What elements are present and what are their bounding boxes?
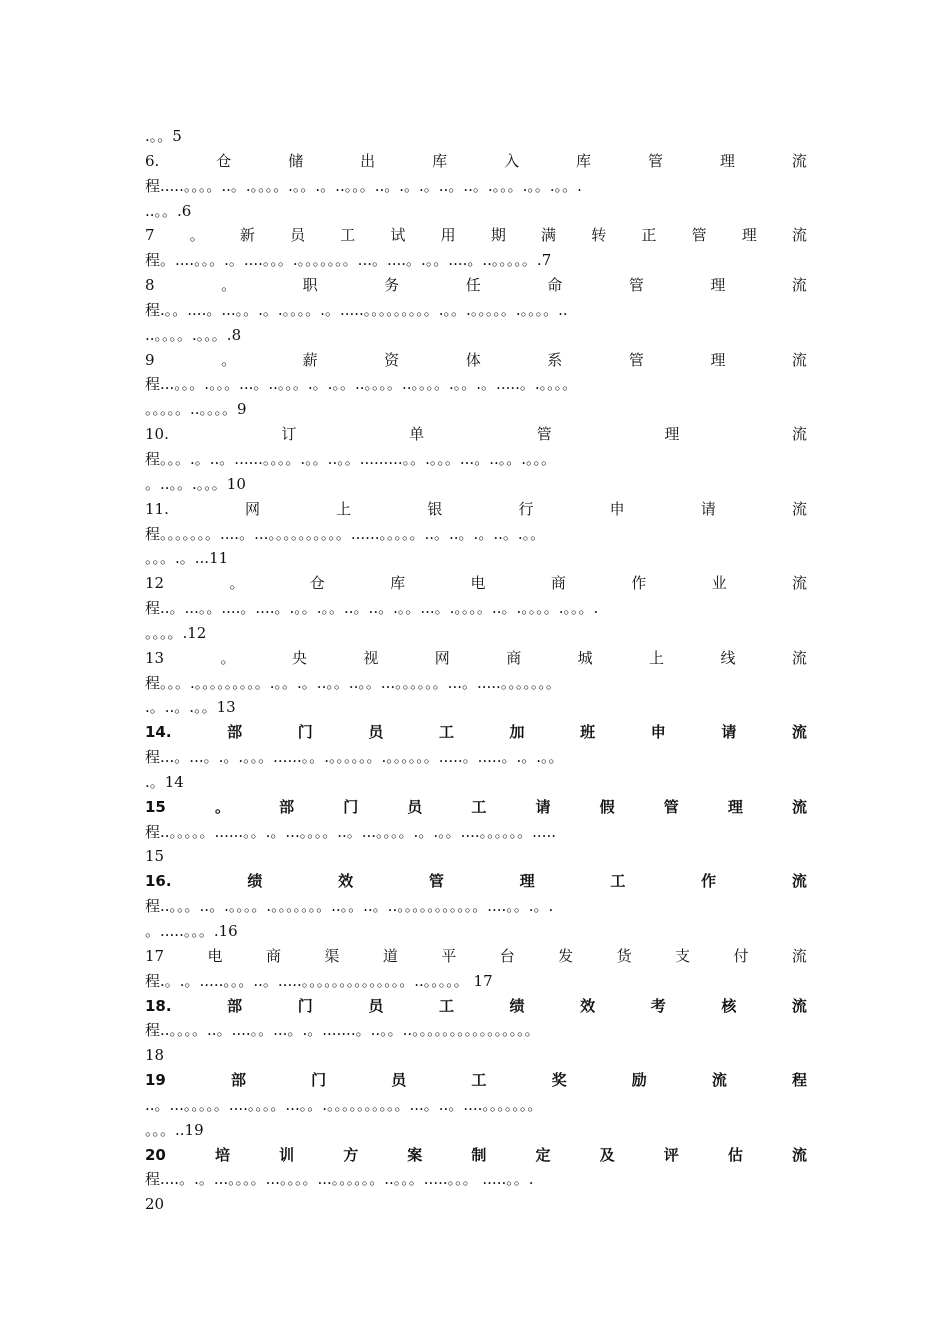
toc-entry-char: 储 <box>288 151 304 170</box>
toc-leader-line: 。。。。。..。。。。9 <box>145 400 247 419</box>
toc-entry-char: 效 <box>338 872 354 891</box>
toc-entry-char: 库 <box>432 151 448 170</box>
toc-leader-line: 程.....。。。。..。.。。。。.。。.。..。。。..。.。.。..。..。.。。。.。。.。。. <box>145 176 582 195</box>
toc-entry-char: 作 <box>631 574 647 593</box>
toc-entry-char: 新 <box>239 226 255 245</box>
toc-entry-char: 班 <box>580 723 596 742</box>
toc-entry-char: 渠 <box>324 946 340 965</box>
toc-entry-char: 。 <box>214 797 230 816</box>
toc-entry-title <box>145 497 807 522</box>
toc-entry-char: 15 <box>145 797 166 816</box>
toc-entry-char: 18. <box>145 996 172 1015</box>
toc-leader-line: 。.....。。。.16 <box>145 922 238 940</box>
toc-leader-line: 程。。。。。。。....。...。。。。。。。。。。......。。。。。..。..。.。..。.。。 <box>145 524 546 543</box>
toc-entry-char: 付 <box>733 946 749 965</box>
toc-entry-char: 核 <box>721 996 737 1015</box>
toc-entry-title <box>145 149 807 174</box>
toc-entry-char: 系 <box>547 350 563 369</box>
toc-leader-line: 程。。。.。..。......。。。。.。。..。。.........。。.。。。...。..。。.。。。 <box>145 449 557 468</box>
toc-entry-char: 管 <box>647 151 663 170</box>
toc-entry-char: 网 <box>434 648 450 667</box>
toc-entry-char: 部 <box>279 797 295 816</box>
toc-leader-line: 程...。。。.。。。...。..。。。.。.。。..。。。。..。。。。.。。.。.....。.。。。。 <box>145 375 578 394</box>
toc-entry-char: 工 <box>340 226 356 245</box>
toc-entry-char: 电 <box>470 574 486 593</box>
toc-entry-char: 商 <box>550 574 566 593</box>
toc-entry-title <box>145 795 807 820</box>
toc-entry-char: 行 <box>518 499 534 518</box>
toc-entry-char: 管 <box>628 276 644 295</box>
toc-entry-char: 申 <box>650 723 666 742</box>
toc-entry-char: 9 <box>145 350 155 369</box>
toc-entry-char: 励 <box>631 1071 647 1090</box>
toc-entry-char: 考 <box>650 996 666 1015</box>
toc-entry-char: 流 <box>791 226 807 245</box>
toc-leader-line: 15 <box>145 847 165 866</box>
toc-entry-char: 流 <box>791 872 807 891</box>
toc-entry-char: 。 <box>221 276 237 295</box>
toc-entry-char: 流 <box>791 574 807 593</box>
toc-entry-char: 请 <box>721 723 737 742</box>
toc-entry-char: 流 <box>791 276 807 295</box>
toc-entry-char: 20 <box>145 1145 166 1164</box>
toc-entry-char: 城 <box>577 648 593 667</box>
toc-entry-char: 工 <box>471 1071 487 1090</box>
toc-entry-char: 员 <box>407 797 423 816</box>
toc-entry-char: 程 <box>791 1071 807 1090</box>
toc-entry-char: 管 <box>663 797 679 816</box>
toc-entry-char: 理 <box>664 425 680 444</box>
toc-entry-char: 培 <box>214 1145 230 1164</box>
table-of-contents <box>145 124 807 1217</box>
toc-leader-line: 程..。。。。。......。。.。...。。。。..。...。。。。.。.。。....。。。。。。..... <box>145 822 557 841</box>
toc-entry-char: 8 <box>145 276 155 295</box>
toc-leader-line: .。..。.。。13 <box>145 698 236 717</box>
toc-entry-title <box>145 994 807 1019</box>
toc-entry-char: 流 <box>791 723 807 742</box>
toc-entry-char: 。 <box>221 350 237 369</box>
toc-entry-char: 满 <box>541 226 557 245</box>
toc-entry-char: 仓 <box>309 574 325 593</box>
toc-entry-char: 部 <box>227 996 243 1015</box>
toc-entry-char: 商 <box>506 648 522 667</box>
toc-entry-char: 用 <box>440 226 456 245</box>
toc-entry-char: 奖 <box>551 1071 567 1090</box>
toc-entry-char: 银 <box>427 499 443 518</box>
toc-entry-char: 商 <box>265 946 281 965</box>
toc-entry-char: 理 <box>519 872 535 891</box>
toc-entry-char: 评 <box>663 1145 679 1164</box>
toc-entry-char: 道 <box>382 946 398 965</box>
toc-leader-line: .。14 <box>145 772 184 791</box>
toc-leader-line: 。。。.。...11 <box>145 549 229 568</box>
toc-entry-char: 员 <box>368 723 384 742</box>
toc-entry-char: 部 <box>227 723 243 742</box>
toc-entry-char: 上 <box>336 499 352 518</box>
toc-entry-char: 门 <box>311 1071 327 1090</box>
toc-entry-char: 加 <box>509 723 525 742</box>
toc-entry-char: 入 <box>504 151 520 170</box>
toc-entry-char: 流 <box>711 1071 727 1090</box>
toc-entry-char: 请 <box>700 499 716 518</box>
toc-entry-char: 视 <box>363 648 379 667</box>
toc-entry-char: 理 <box>727 797 743 816</box>
toc-leader-line: 20 <box>145 1195 165 1214</box>
toc-entry-char: 业 <box>711 574 727 593</box>
toc-entry-char: 门 <box>297 996 313 1015</box>
toc-entry-char: 职 <box>302 276 318 295</box>
toc-entry-char: 12 <box>145 574 165 593</box>
toc-entry-char: 6. <box>145 151 160 170</box>
toc-leader-line: ..。。.6 <box>145 201 192 220</box>
toc-entry-char: 7 <box>145 226 155 245</box>
toc-entry-char: 体 <box>465 350 481 369</box>
toc-entry-char: 任 <box>465 276 481 295</box>
toc-entry-char: 支 <box>675 946 691 965</box>
toc-entry-char: 理 <box>741 226 757 245</box>
toc-entry-char: 作 <box>701 872 717 891</box>
toc-entry-char: 平 <box>441 946 457 965</box>
toc-entry-char: 16. <box>145 872 172 891</box>
toc-entry-char: 出 <box>360 151 376 170</box>
toc-entry-char: 流 <box>791 797 807 816</box>
toc-entry-char: 正 <box>641 226 657 245</box>
toc-entry-char: 货 <box>616 946 632 965</box>
toc-entry-char: 线 <box>720 648 736 667</box>
toc-entry-char: 流 <box>791 151 807 170</box>
toc-leader-line: .。。5 <box>145 127 182 145</box>
toc-entry-char: 员 <box>391 1071 407 1090</box>
toc-entry-title <box>145 646 807 671</box>
toc-leader-line: 程。。。.。。。。。。。。。.。。.。..。。..。。...。。。。。。...。.....。。。。。。。 <box>145 673 561 692</box>
toc-entry-char: 命 <box>547 276 563 295</box>
toc-entry-char: 试 <box>390 226 406 245</box>
toc-entry-char: 门 <box>297 723 313 742</box>
toc-entry-char: 库 <box>576 151 592 170</box>
toc-entry-char: 制 <box>471 1145 487 1164</box>
toc-entry-char: 10. <box>145 425 169 444</box>
toc-leader-line: 程....。.。...。。。。...。。。。...。。。。。。..。。。.....。。。 .....。。. <box>145 1170 534 1189</box>
toc-entry-char: 上 <box>649 648 665 667</box>
toc-entry-char: 流 <box>791 946 807 965</box>
toc-entry-title <box>145 223 807 248</box>
toc-entry-char: 理 <box>710 276 726 295</box>
toc-entry-title <box>145 944 807 969</box>
toc-entry-char: 方 <box>343 1145 359 1164</box>
toc-entry-title <box>145 571 807 596</box>
toc-entry-char: 流 <box>791 499 807 518</box>
toc-leader-line: 程.。.。.....。。。..。.....。。。。。。。。。。。。。。..。。。。。 17 <box>145 971 493 990</box>
toc-entry-char: 台 <box>499 946 515 965</box>
toc-leader-line: 程..。。。..。.。。。。.。。。。。。。..。。..。..。。。。。。。。。。。....。。.。. <box>145 897 554 916</box>
toc-entry-char: 14. <box>145 723 172 742</box>
toc-entry-char: 流 <box>791 996 807 1015</box>
toc-leader-line: ..。。。。.。。。.8 <box>145 325 242 344</box>
toc-entry-char: 发 <box>558 946 574 965</box>
toc-entry-char: 电 <box>207 946 223 965</box>
toc-entry-char: 员 <box>368 996 384 1015</box>
toc-entry-title <box>145 1143 807 1168</box>
toc-leader-line: 。..。。.。。。10 <box>145 474 246 493</box>
toc-entry-char: 。 <box>189 226 205 245</box>
toc-entry-char: 转 <box>591 226 607 245</box>
toc-leader-line: 程..。。。。..。....。。...。.。.......。..。。..。。。。。。。。。。。。。。。。 <box>145 1021 540 1040</box>
toc-entry-char: 工 <box>471 797 487 816</box>
toc-entry-char: 期 <box>490 226 506 245</box>
toc-entry-char: 训 <box>279 1145 295 1164</box>
toc-entry-char: 13 <box>145 648 165 667</box>
toc-entry-char: 流 <box>791 350 807 369</box>
toc-entry-char: 门 <box>343 797 359 816</box>
toc-entry-char: 务 <box>384 276 400 295</box>
toc-entry-char: 单 <box>409 425 425 444</box>
toc-entry-char: 案 <box>407 1145 423 1164</box>
toc-entry-char: 网 <box>245 499 261 518</box>
toc-entry-char: 部 <box>231 1071 247 1090</box>
toc-entry-char: 理 <box>710 350 726 369</box>
toc-entry-title <box>145 720 807 745</box>
toc-entry-char: 工 <box>438 723 454 742</box>
toc-entry-char: 工 <box>610 872 626 891</box>
toc-entry-title <box>145 1068 807 1093</box>
toc-leader-line: 。。。..19 <box>145 1120 204 1139</box>
toc-entry-char: 仓 <box>216 151 232 170</box>
toc-entry-title <box>145 273 807 298</box>
toc-leader-line: 。。。。.12 <box>145 623 207 642</box>
toc-entry-char: 管 <box>536 425 552 444</box>
toc-leader-line: 程...。...。.。.。。。......。。.。。。。。。.。。。。。。.....。.....。.。.。。 <box>145 748 564 767</box>
toc-entry-char: 17 <box>145 946 165 965</box>
toc-entry-char: 央 <box>291 648 307 667</box>
toc-entry-char: 。 <box>220 648 236 667</box>
toc-entry-char: 申 <box>609 499 625 518</box>
toc-entry-char: 假 <box>599 797 615 816</box>
toc-entry-char: 11. <box>145 499 169 518</box>
toc-entry-char: 管 <box>428 872 444 891</box>
toc-entry-char: 订 <box>281 425 297 444</box>
toc-entry-char: 请 <box>535 797 551 816</box>
toc-entry-title <box>145 348 807 373</box>
toc-entry-char: 效 <box>580 996 596 1015</box>
toc-entry-char: 绩 <box>509 996 525 1015</box>
toc-entry-char: 工 <box>438 996 454 1015</box>
toc-entry-char: 薪 <box>302 350 318 369</box>
toc-entry-char: 管 <box>691 226 707 245</box>
toc-entry-char: 员 <box>290 226 306 245</box>
toc-leader-line: ..。...。。。。。....。。。。...。。.。。。。。。。。。。...。..。....。。。。。。。 <box>145 1095 543 1114</box>
toc-entry-char: 定 <box>535 1145 551 1164</box>
toc-entry-char: 理 <box>719 151 735 170</box>
toc-entry-char: 19 <box>145 1071 166 1090</box>
toc-entry-char: 绩 <box>247 872 263 891</box>
toc-entry-title <box>145 422 807 447</box>
toc-entry-char: 库 <box>390 574 406 593</box>
toc-leader-line: 程。....。。。.。....。。。.。。。。。。。...。....。.。。....。..。。。。。.7 <box>145 251 552 270</box>
toc-leader-line: 程..。...。。....。....。.。。.。。..。..。.。。...。.。。。。..。.。。。。.。。。. <box>145 599 599 618</box>
toc-entry-title <box>145 869 807 894</box>
toc-entry-char: 管 <box>628 350 644 369</box>
toc-entry-char: 估 <box>727 1145 743 1164</box>
toc-leader-line: 18 <box>145 1046 165 1065</box>
toc-entry-char: 流 <box>791 425 807 444</box>
toc-entry-char: 及 <box>599 1145 615 1164</box>
toc-entry-char: 。 <box>229 574 245 593</box>
toc-entry-char: 流 <box>791 1145 807 1164</box>
toc-leader-line: 程.。。....。...。。.。.。。。。.。.....。。。。。。。。。.。。.。。。。。.。。。。.. <box>145 300 568 319</box>
toc-entry-char: 流 <box>791 648 807 667</box>
toc-entry-char: 资 <box>384 350 400 369</box>
